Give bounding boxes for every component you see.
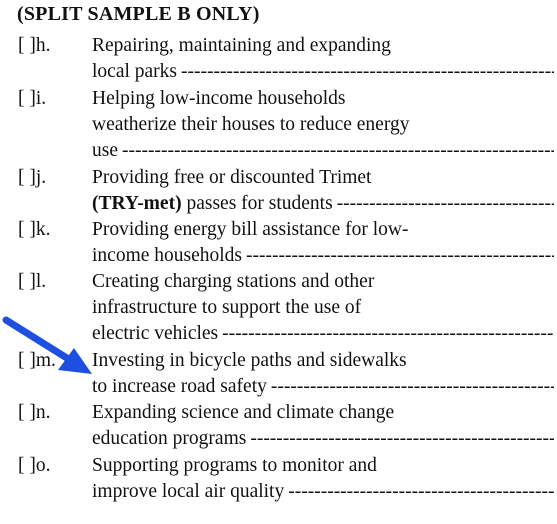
option-text-i <box>92 86 554 164</box>
option-text-k <box>92 217 554 269</box>
option-j-line1: Providing free or discounted Trimet <box>92 167 372 188</box>
option-l-line3: electric vehicles <box>92 323 219 344</box>
option-k-line2: income households <box>92 245 243 266</box>
checkbox-l[interactable]: [ ]l. <box>18 271 47 292</box>
checkbox-h[interactable]: [ ]h. <box>18 35 51 56</box>
option-j-pronunciation: (TRY-met) <box>92 193 182 214</box>
option-l-line1: Creating charging stations and other <box>92 271 375 292</box>
option-n-line1: Expanding science and climate change <box>92 402 395 423</box>
option-h-line2: local parks <box>92 61 178 82</box>
annotation-arrow-icon <box>0 312 100 382</box>
option-n-line2: education programs <box>92 428 247 449</box>
checkbox-m[interactable]: [ ]m. <box>18 350 56 371</box>
leader-dashes <box>271 374 554 400</box>
option-l-line2: infrastructure to support the use of <box>92 297 362 318</box>
option-m-line1: Investing in bicycle paths and sidewalks <box>92 350 407 371</box>
checkbox-o[interactable]: [ ]o. <box>18 455 51 476</box>
option-text-h <box>92 33 554 85</box>
leader-dashes <box>122 138 554 164</box>
option-k-line1: Providing energy bill assistance for low- <box>92 219 409 240</box>
option-i-line3: use <box>92 140 118 161</box>
option-m-line2: to increase road safety <box>92 376 267 397</box>
leader-dashes <box>250 426 554 452</box>
section-heading: (SPLIT SAMPLE B ONLY) <box>17 3 260 25</box>
option-i-line2: weatherize their houses to reduce energy <box>92 114 410 135</box>
leader-dashes <box>246 243 554 269</box>
leader-dashes <box>181 59 554 85</box>
checkbox-n[interactable]: [ ]n. <box>18 402 51 423</box>
option-text-m <box>92 348 554 400</box>
option-text-l <box>92 269 554 347</box>
leader-dashes <box>288 479 554 505</box>
option-h-line1: Repairing, maintaining and expanding <box>92 35 391 56</box>
option-j-line2: passes for students <box>186 193 333 214</box>
leader-dashes <box>337 191 554 217</box>
checkbox-i[interactable]: [ ]i. <box>18 88 47 109</box>
option-o-line1: Supporting programs to monitor and <box>92 455 377 476</box>
leader-dashes <box>222 321 554 347</box>
option-o-line2: improve local air quality <box>92 481 285 502</box>
checkbox-k[interactable]: [ ]k. <box>18 219 51 240</box>
option-text-o <box>92 453 554 505</box>
option-text-j <box>92 165 554 217</box>
checkbox-j[interactable]: [ ]j. <box>18 167 47 188</box>
option-i-line1: Helping low-income households <box>92 88 346 109</box>
option-text-n <box>92 400 554 452</box>
